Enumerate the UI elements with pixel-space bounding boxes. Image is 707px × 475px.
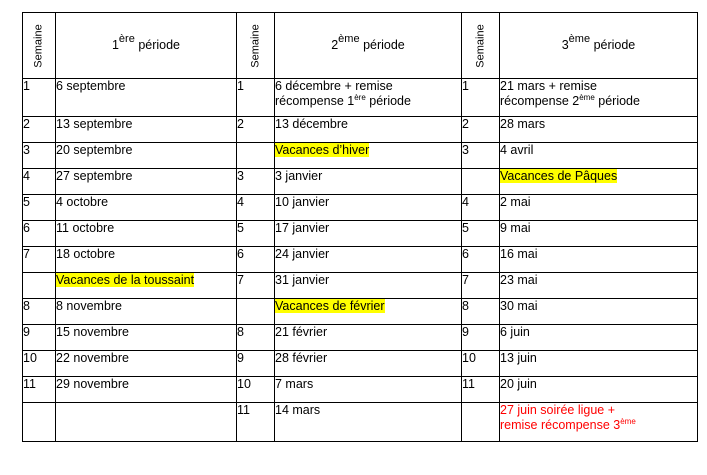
date-cell xyxy=(500,143,698,169)
date-cell xyxy=(275,351,462,377)
date-text: 6 juin xyxy=(500,325,530,339)
table-row xyxy=(23,143,698,169)
date-text: 11 octobre xyxy=(56,221,115,235)
week-column-header-3: Semaine xyxy=(462,13,500,79)
period-3-header: 3ème période xyxy=(500,13,698,79)
week-number-cell xyxy=(462,169,500,195)
table-row xyxy=(23,195,698,221)
date-cell xyxy=(56,169,237,195)
date-cell xyxy=(500,117,698,143)
table-row xyxy=(23,169,698,195)
date-cell xyxy=(56,117,237,143)
date-cell xyxy=(56,403,237,442)
week-number-cell xyxy=(237,299,275,325)
period-1-header: 1ère période xyxy=(56,13,237,79)
schedule-table xyxy=(22,12,698,442)
week-number-cell: 4 xyxy=(462,195,500,221)
date-text: 23 mai xyxy=(500,273,538,287)
week-number-cell: 11 xyxy=(23,377,56,403)
date-text: 13 décembre xyxy=(275,117,348,131)
table-row xyxy=(23,117,698,143)
week-number-cell: 3 xyxy=(462,143,500,169)
week-number-cell: 1 xyxy=(23,79,56,117)
date-text: 27 juin soirée ligue + remise récompense 3ème xyxy=(500,403,636,432)
week-number-cell: 4 xyxy=(237,195,275,221)
date-cell xyxy=(275,299,462,325)
week-number-cell xyxy=(237,143,275,169)
week-number-cell: 6 xyxy=(462,247,500,273)
date-text: 9 mai xyxy=(500,221,531,235)
date-text: 8 novembre xyxy=(56,299,123,313)
date-cell xyxy=(275,79,462,117)
table-row xyxy=(23,79,698,117)
date-text: 29 novembre xyxy=(56,377,129,391)
date-text: 28 février xyxy=(275,351,328,365)
table-row xyxy=(23,221,698,247)
date-text: 6 décembre + remise récompense 1ère période xyxy=(275,79,411,108)
date-text: 20 septembre xyxy=(56,143,133,157)
week-number-cell: 8 xyxy=(237,325,275,351)
week-number-cell: 10 xyxy=(237,377,275,403)
week-number-cell: 5 xyxy=(23,195,56,221)
date-cell xyxy=(275,377,462,403)
date-cell xyxy=(500,351,698,377)
date-cell xyxy=(500,273,698,299)
date-cell xyxy=(56,79,237,117)
date-cell xyxy=(56,377,237,403)
table-row xyxy=(23,273,698,299)
date-cell xyxy=(500,169,698,195)
date-cell xyxy=(500,247,698,273)
week-number-cell: 3 xyxy=(23,143,56,169)
week-number-cell: 7 xyxy=(237,273,275,299)
week-number-cell: 7 xyxy=(462,273,500,299)
date-text: 3 janvier xyxy=(275,169,323,183)
week-number-cell: 3 xyxy=(237,169,275,195)
date-text: Vacances de Pâques xyxy=(500,169,618,183)
date-cell xyxy=(500,79,698,117)
week-number-cell: 11 xyxy=(462,377,500,403)
date-cell xyxy=(56,325,237,351)
week-number-cell: 7 xyxy=(23,247,56,273)
date-text: 6 septembre xyxy=(56,79,126,93)
date-cell xyxy=(500,195,698,221)
date-text: 21 mars + remise récompense 2ème période xyxy=(500,79,640,108)
week-number-cell: 10 xyxy=(462,351,500,377)
date-text: 7 mars xyxy=(275,377,314,391)
week-number-cell: 6 xyxy=(23,221,56,247)
table-row xyxy=(23,325,698,351)
date-text: 4 avril xyxy=(500,143,534,157)
date-text: 4 octobre xyxy=(56,195,109,209)
date-cell xyxy=(275,403,462,442)
date-cell xyxy=(500,299,698,325)
date-cell xyxy=(275,325,462,351)
table-row xyxy=(23,403,698,442)
week-number-cell: 2 xyxy=(23,117,56,143)
date-text: 14 mars xyxy=(275,403,321,417)
date-text: 10 janvier xyxy=(275,195,330,209)
week-number-cell: 5 xyxy=(462,221,500,247)
week-number-cell xyxy=(462,403,500,442)
date-cell xyxy=(275,169,462,195)
date-text: 27 septembre xyxy=(56,169,133,183)
week-number-cell: 6 xyxy=(237,247,275,273)
week-number-cell: 1 xyxy=(237,79,275,117)
date-text: Vacances de février xyxy=(275,299,385,313)
date-cell xyxy=(500,403,698,442)
date-text: 21 février xyxy=(275,325,328,339)
week-number-cell xyxy=(23,403,56,442)
date-cell xyxy=(500,325,698,351)
date-cell xyxy=(56,221,237,247)
date-text: 31 janvier xyxy=(275,273,330,287)
date-text: 22 novembre xyxy=(56,351,129,365)
week-number-cell: 8 xyxy=(23,299,56,325)
table-row xyxy=(23,377,698,403)
date-cell xyxy=(275,117,462,143)
date-text: 28 mars xyxy=(500,117,546,131)
date-text: 30 mai xyxy=(500,299,538,313)
date-text: 16 mai xyxy=(500,247,538,261)
week-number-cell: 2 xyxy=(462,117,500,143)
week-number-cell: 11 xyxy=(237,403,275,442)
date-cell xyxy=(500,221,698,247)
week-number-cell: 10 xyxy=(23,351,56,377)
week-number-cell: 9 xyxy=(462,325,500,351)
date-cell xyxy=(56,195,237,221)
date-text: Vacances d’hiver xyxy=(275,143,370,157)
week-number-cell: 9 xyxy=(23,325,56,351)
date-cell xyxy=(275,195,462,221)
date-cell xyxy=(56,247,237,273)
date-text: Vacances de la toussaint xyxy=(56,273,195,287)
date-text: 20 juin xyxy=(500,377,537,391)
week-column-header-2: Semaine xyxy=(237,13,275,79)
week-column-header-1: Semaine xyxy=(23,13,56,79)
date-cell xyxy=(275,143,462,169)
date-cell xyxy=(275,273,462,299)
week-number-cell: 1 xyxy=(462,79,500,117)
date-cell xyxy=(275,221,462,247)
week-number-cell: 5 xyxy=(237,221,275,247)
week-number-cell xyxy=(23,273,56,299)
week-number-cell: 4 xyxy=(23,169,56,195)
table-row xyxy=(23,247,698,273)
table-row xyxy=(23,351,698,377)
date-cell xyxy=(56,143,237,169)
table-row xyxy=(23,299,698,325)
date-cell xyxy=(275,247,462,273)
week-number-cell: 2 xyxy=(237,117,275,143)
date-cell xyxy=(56,351,237,377)
date-text: 13 juin xyxy=(500,351,537,365)
date-text: 18 octobre xyxy=(56,247,116,261)
header-row xyxy=(23,13,698,79)
date-text: 24 janvier xyxy=(275,247,330,261)
date-text: 15 novembre xyxy=(56,325,129,339)
period-2-header: 2ème période xyxy=(275,13,462,79)
week-number-cell: 9 xyxy=(237,351,275,377)
date-cell xyxy=(56,273,237,299)
date-text: 13 septembre xyxy=(56,117,133,131)
date-text: 2 mai xyxy=(500,195,531,209)
date-cell xyxy=(500,377,698,403)
date-cell xyxy=(56,299,237,325)
date-text: 17 janvier xyxy=(275,221,330,235)
week-number-cell: 8 xyxy=(462,299,500,325)
